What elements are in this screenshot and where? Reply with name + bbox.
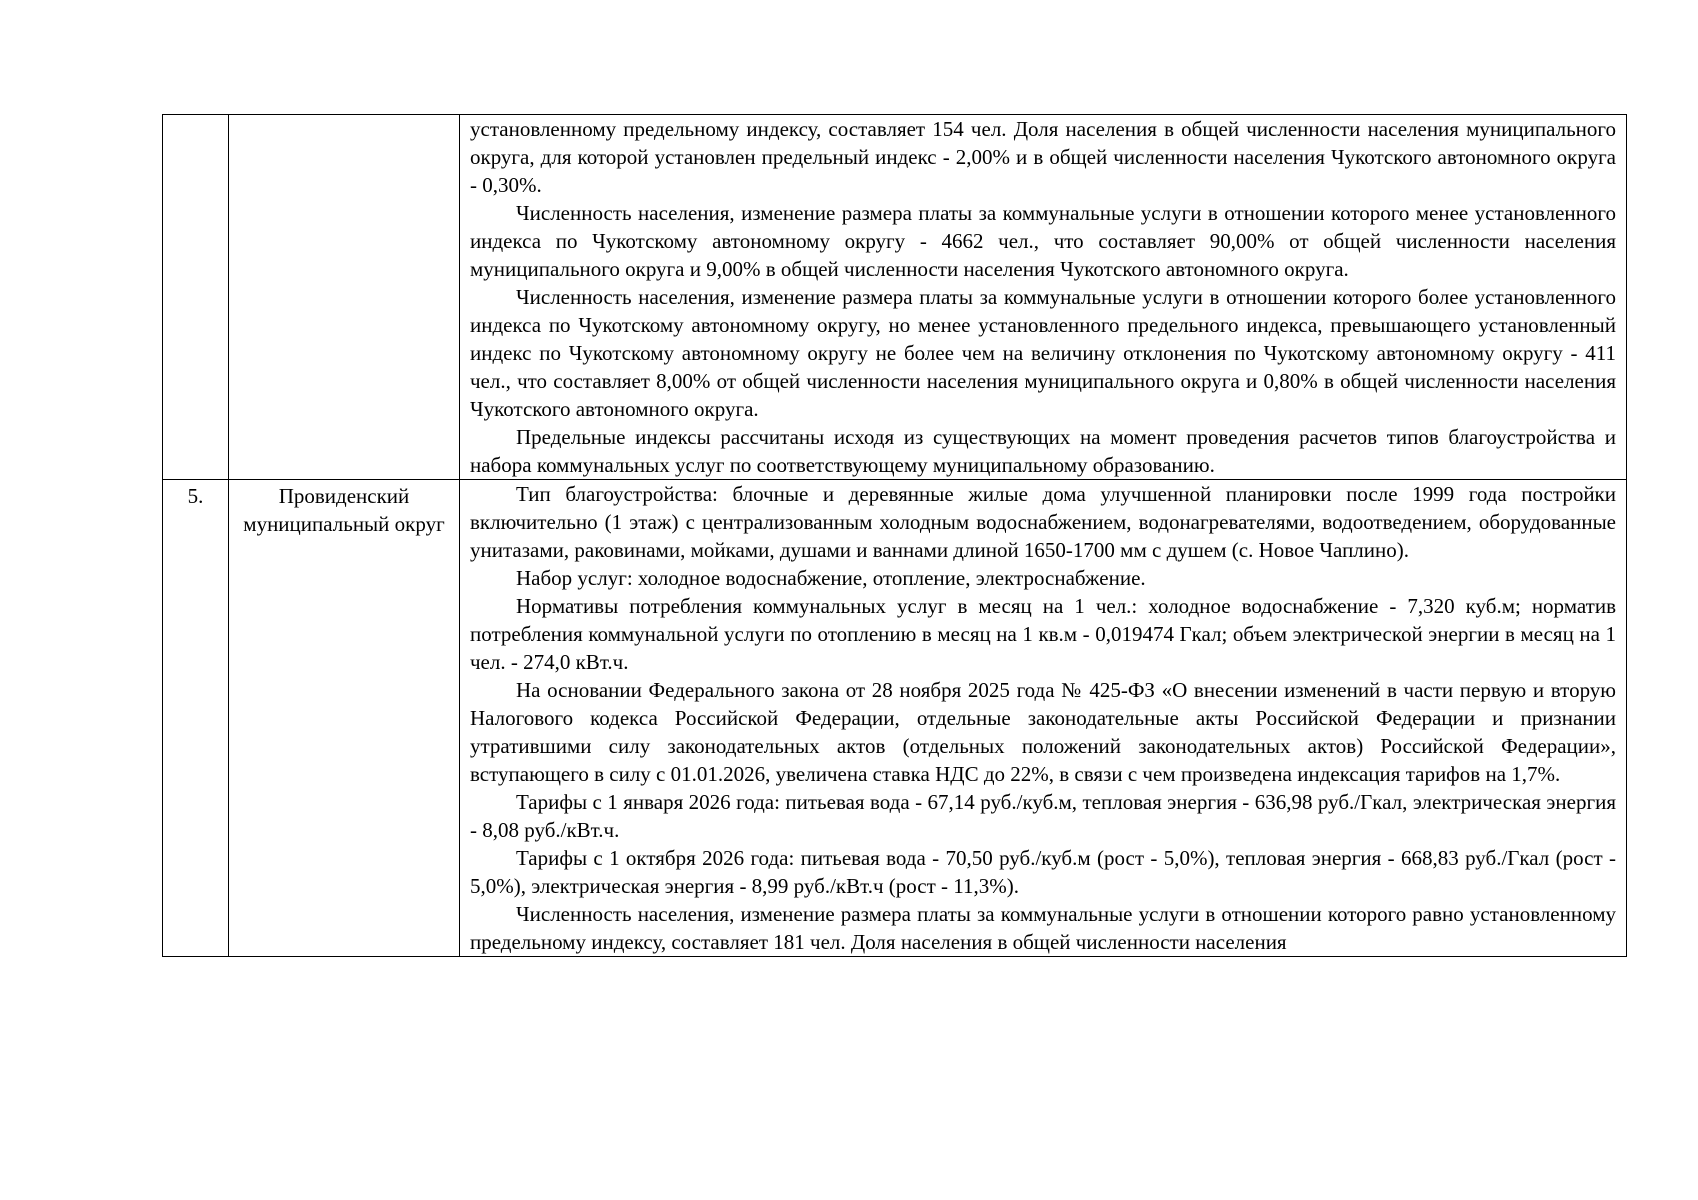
description-cell bbox=[460, 115, 1627, 480]
description-paragraph: Нормативы потребления коммунальных услуг в месяц на 1 чел.: холодное водоснабжение - 7,320 куб.м; норматив потребления коммунальной услуги по отоплению в месяц на 1 кв.м - 0,019474 Гкал; объем электрической энергии в месяц на 1 чел. - 274,0 кВт.ч. bbox=[470, 594, 1616, 674]
description-paragraph: Тарифы с 1 октября 2026 года: питьевая вода - 70,50 руб./куб.м (рост - 5,0%), тепловая энергия - 668,83 руб./Гкал (рост - 5,0%), электрическая энергия - 8,99 руб./кВт.ч (рост - 11,3%). bbox=[470, 846, 1616, 898]
municipality-name-cell: Провиденский муниципальный округ bbox=[229, 480, 460, 957]
description-paragraph: Тарифы с 1 января 2026 года: питьевая вода - 67,14 руб./куб.м, тепловая энергия - 636,98 руб./Гкал, электрическая энергия - 8,08 руб./кВт.ч. bbox=[470, 790, 1616, 842]
description-paragraph: Численность населения, изменение размера платы за коммунальные услуги в отношении которого равно установленному предельному индексу, составляет 181 чел. Доля населения в общей численности населения bbox=[470, 902, 1616, 954]
description-paragraph: На основании Федерального закона от 28 ноября 2025 года № 425-ФЗ «О внесении изменений в части первую и вторую Налогового кодекса Российской Федерации, отдельные законодательные акты Российской Федерации и признании утратившими силу законодательных актов (отдельных положений законодательных актов) Российской Федерации», вступающего в силу с 01.01.2026, увеличена ставка НДС до 22%, в связи с чем произведена индексация тарифов на 1,7%. bbox=[470, 678, 1616, 786]
municipality-name-cell bbox=[229, 115, 460, 480]
description-paragraph: Численность населения, изменение размера платы за коммунальные услуги в отношении которого менее установленного индекса по Чукотскому автономному округу - 4662 чел., что составляет 90,00% от общей численности населения муниципального округа и 9,00% в общей численности населения Чукотского автономного округа. bbox=[470, 201, 1616, 281]
table-row bbox=[163, 480, 1627, 957]
description-cell bbox=[460, 480, 1627, 957]
row-number-cell bbox=[163, 115, 229, 480]
row-number-cell: 5. bbox=[163, 480, 229, 957]
description-paragraph: Предельные индексы рассчитаны исходя из существующих на момент проведения расчетов типов благоустройства и набора коммунальных услуг по соответствующему муниципальному образованию. bbox=[470, 425, 1616, 477]
description-paragraph: Набор услуг: холодное водоснабжение, отопление, электроснабжение. bbox=[516, 566, 1146, 590]
table-row bbox=[163, 115, 1627, 480]
document-table bbox=[162, 114, 1627, 957]
description-paragraph: установленному предельному индексу, составляет 154 чел. Доля населения в общей численности населения муниципального округа, для которой установлен предельный индекс - 2,00% и в общей численности населения Чукотского автономного округа - 0,30%. bbox=[470, 117, 1616, 197]
description-paragraph: Тип благоустройства: блочные и деревянные жилые дома улучшенной планировки после 1999 года постройки включительно (1 этаж) с централизованным холодным водоснабжением, водонагревателями, водоотведением, оборудованные унитазами, раковинами, мойками, душами и ваннами длиной 1650-1700 мм с душем (с. Новое Чаплино). bbox=[470, 482, 1616, 562]
description-paragraph: Численность населения, изменение размера платы за коммунальные услуги в отношении которого более установленного индекса по Чукотскому автономному округу, но менее установленного предельного индекса, превышающего установленный индекс по Чукотскому автономному округу не более чем на величину отклонения по Чукотскому автономному округу - 411 чел., что составляет 8,00% от общей численности населения муниципального округа и 0,80% в общей численности населения Чукотского автономного округа. bbox=[470, 285, 1616, 421]
